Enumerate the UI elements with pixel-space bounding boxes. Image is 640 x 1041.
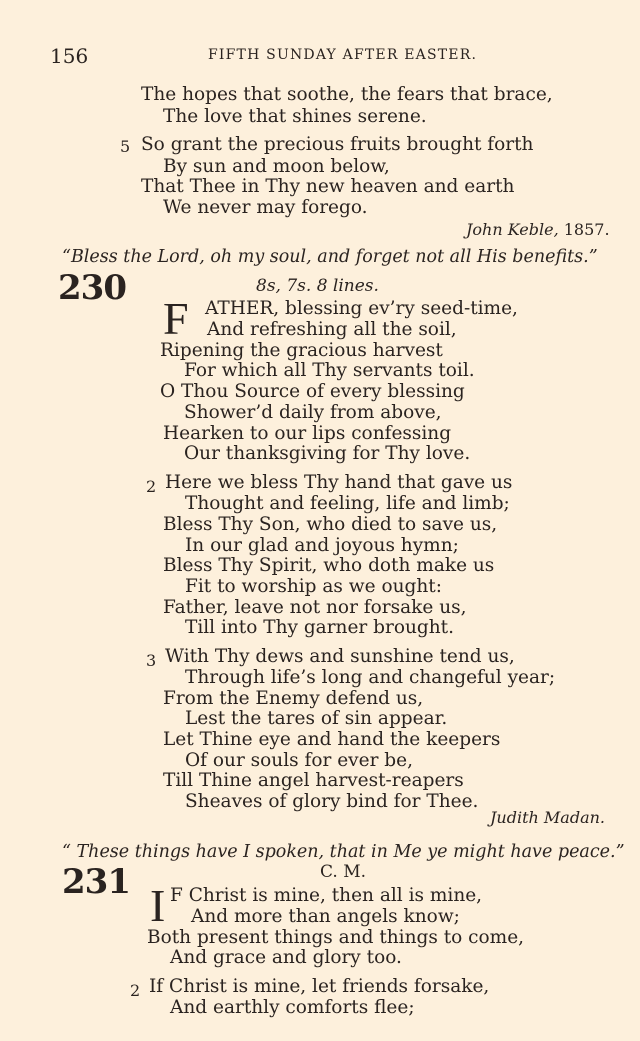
verse-line: The love that shines serene. [163,106,427,127]
verse-line: And earthly comforts flee; [170,997,415,1018]
attribution [466,220,610,239]
verse-line: Lest the tares of sin appear. [185,708,448,729]
running-title: FIFTH SUNDAY AFTER EASTER. [208,47,478,63]
hymn-number: 230 [58,268,126,308]
verse-line: Let Thine eye and hand the keepers [163,729,501,750]
verse-line: Sheaves of glory bind for Thee. [185,791,479,812]
drop-cap: I [150,880,166,931]
epigraph: “Bless the Lord, oh my soul, and forget not all His benefits.” [62,247,598,267]
verse-line: Through life’s long and changeful year; [185,667,556,688]
verse-line: ATHER, blessing ev’ry seed-time, [205,298,518,319]
stanza-number: 3 [146,651,157,670]
verse-line: Here we bless Thy hand that gave us [165,472,513,493]
verse-line: By sun and moon below, [163,156,390,177]
verse-line: Both present things and things to come, [147,927,525,948]
verse-line: Of our souls for ever be, [185,750,413,771]
verse-line: Father, leave not nor forsake us, [163,597,467,618]
verse-line: From the Enemy defend us, [163,688,424,709]
verse-line: Till into Thy garner brought. [185,617,454,638]
verse-line: So grant the precious fruits brought forth [141,134,534,155]
verse-line: Bless Thy Son, who died to save us, [163,514,498,535]
stanza-number: 2 [130,981,141,1000]
verse-line: Our thanksgiving for Thy love. [184,443,471,464]
verse-line: Bless Thy Spirit, who doth make us [163,555,495,576]
meter: C. M. [320,862,367,882]
page-number: 156 [50,44,89,68]
verse-line: Hearken to our lips confessing [163,423,452,444]
stanza-number: 5 [120,137,131,156]
verse-line: Ripening the gracious harvest [160,340,443,361]
verse-line: That Thee in Thy new heaven and earth [141,176,515,197]
verse-line: Till Thine angel harvest-reapers [163,770,464,791]
stanza-number: 2 [146,477,157,496]
verse-line: Shower’d daily from above, [184,402,442,423]
hymn-number: 231 [62,862,130,902]
verse-line: F Christ is mine, then all is mine, [170,885,483,906]
verse-line: The hopes that soothe, the fears that brace, [141,84,553,105]
verse-line: Fit to worship as we ought: [185,576,442,597]
verse-line: We never may forego. [163,197,368,218]
verse-line: For which all Thy servants toil. [184,360,475,381]
verse-line: In our glad and joyous hymn; [185,535,459,556]
author-name: Judith Madan. [490,808,605,827]
drop-cap: F [163,293,189,344]
verse-line: And refreshing all the soil, [207,319,457,340]
verse-line: O Thou Source of every blessing [160,381,465,402]
verse-line: With Thy dews and sunshine tend us, [165,646,515,667]
author-year: 1857. [563,220,610,239]
verse-line: If Christ is mine, let friends forsake, [149,976,490,997]
author-name: John Keble, [466,220,559,239]
verse-line: And grace and glory too. [170,947,402,968]
epigraph: “ These things have I spoken, that in Me ye might have peace.” [62,842,625,862]
meter: 8s, 7s. 8 lines. [256,276,379,296]
verse-line: Thought and feeling, life and limb; [185,493,510,514]
verse-line: And more than angels know; [191,906,460,927]
